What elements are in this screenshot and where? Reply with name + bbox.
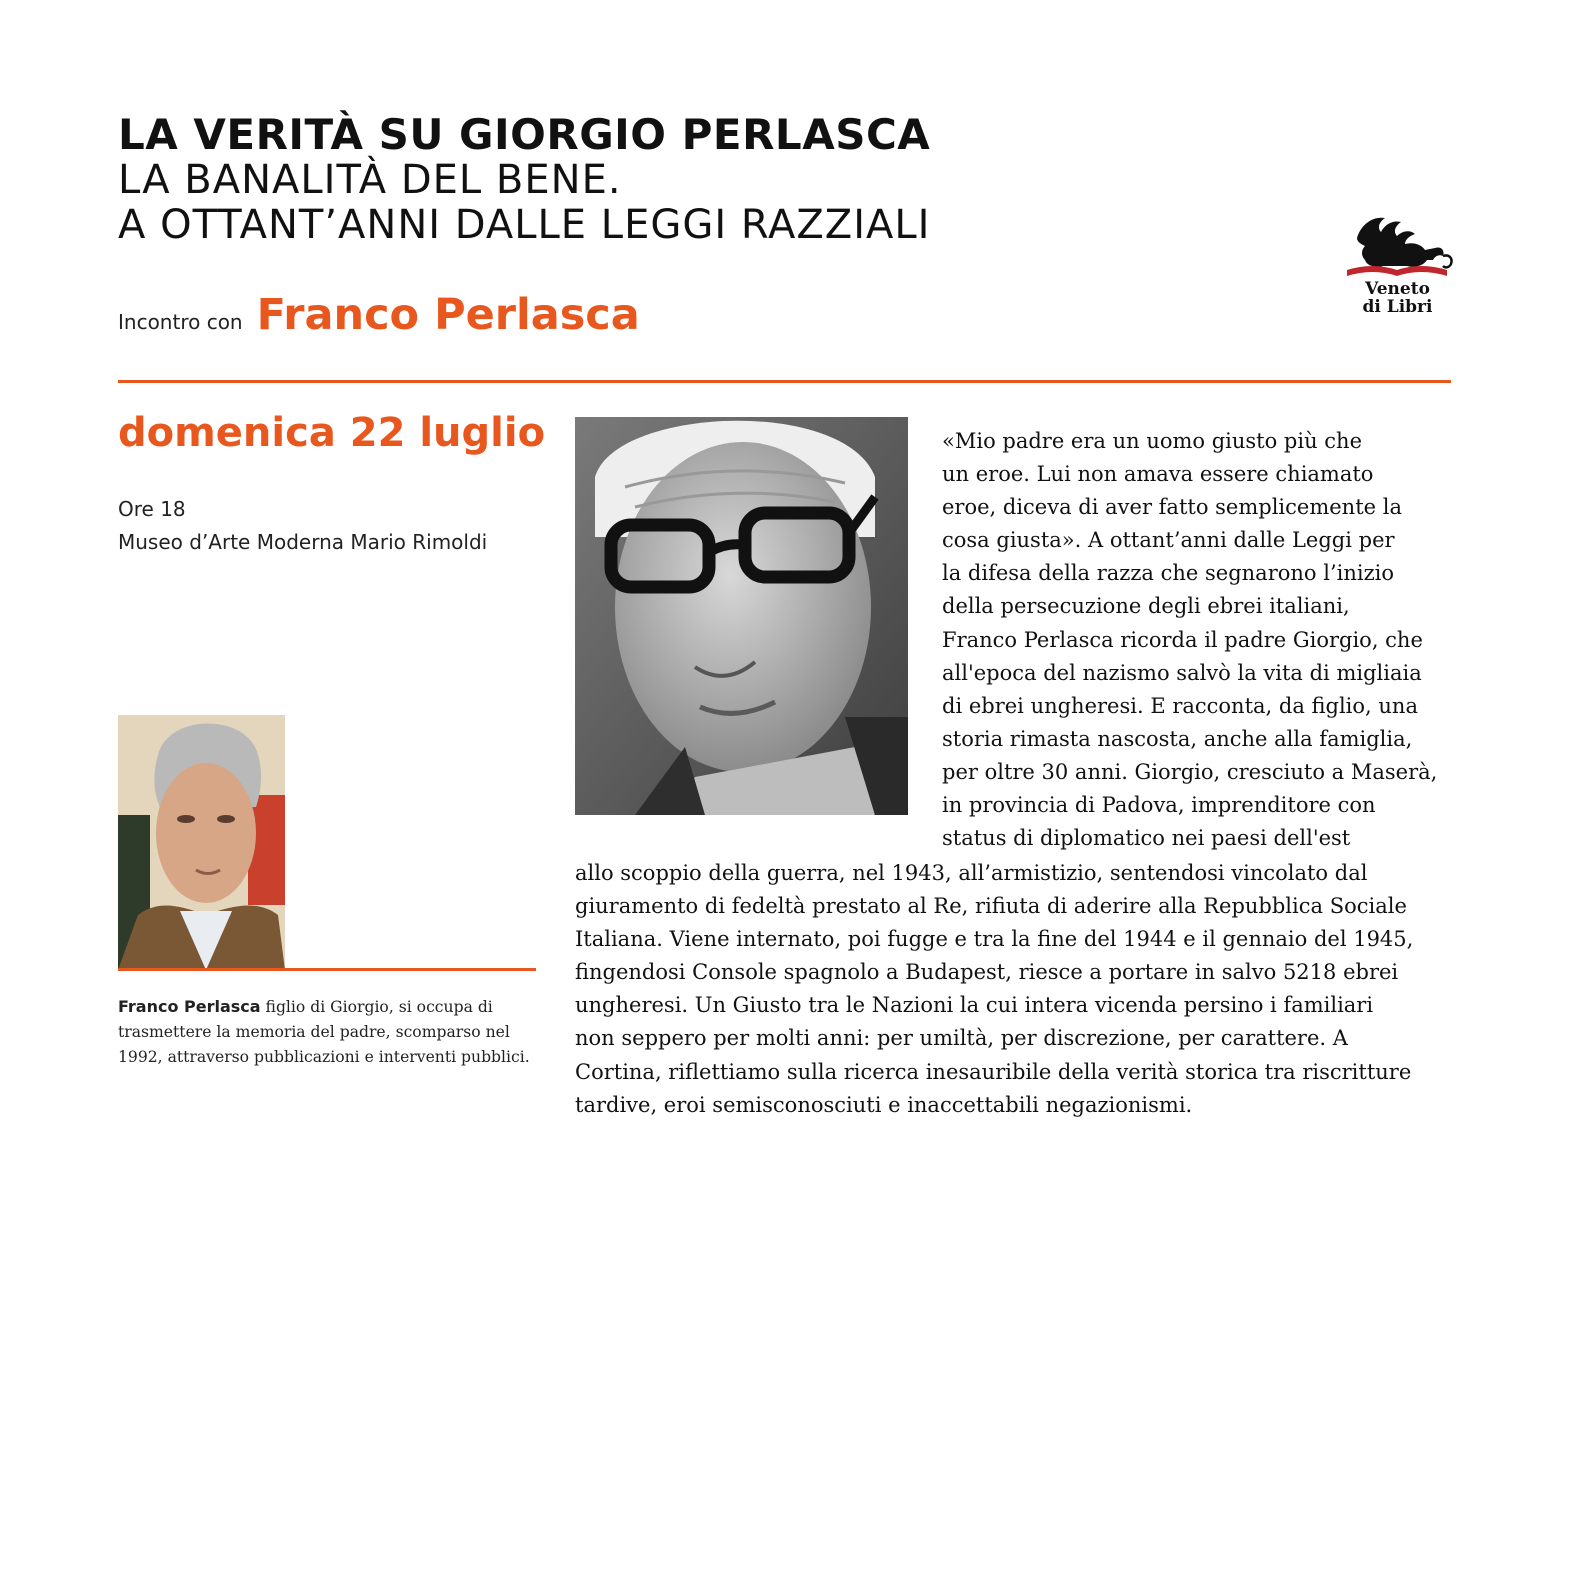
event-subtitle-line2: A OTTANT’ANNI DALLE LEGGI RAZZIALI [118,202,931,248]
body-line: di ebrei ungheresi. E racconta, da figlio, una [942,693,1418,718]
logo-text-line1: Veneto [1365,279,1430,299]
guest-bio [118,994,538,1070]
body-line: giuramento di fedeltà prestato al Re, rifiuta di aderire alla Repubblica Sociale [575,894,1407,919]
body-text-top [942,425,1462,855]
body-line: all'epoca del nazismo salvò la vita di migliaia [942,660,1422,685]
franco-perlasca-photo [118,715,285,970]
event-time: Ore 18 [118,497,186,521]
event-subtitle-line1: LA BANALITÀ DEL BENE. [118,157,622,203]
body-line: della persecuzione degli ebrei italiani, [942,594,1350,619]
event-date: domenica 22 luglio [118,410,546,456]
body-line: storia rimasta nascosta, anche alla famiglia, [942,726,1413,751]
bio-name: Franco Perlasca [118,997,261,1016]
body-line: cosa giusta». A ottant’anni dalle Leggi per [942,528,1395,553]
guest-name: Franco Perlasca [256,290,640,340]
body-line: Franco Perlasca ricorda il padre Giorgio, che [942,627,1423,652]
guest-heading [118,290,640,340]
body-line: per oltre 30 anni. Giorgio, cresciuto a Maserà, [942,759,1438,784]
body-line: Italiana. Viene internato, poi fugge e tra la fine del 1944 e il gennaio del 1945, [575,927,1414,952]
veneto-di-libri-logo [1335,210,1460,335]
body-line: la difesa della razza che segnarono l’inizio [942,561,1395,586]
body-line: in provincia di Padova, imprenditore con [942,793,1376,818]
winged-lion-icon [1339,210,1457,280]
body-line: Cortina, riflettiamo sulla ricerca inesauribile della verità storica tra riscritture [575,1059,1412,1084]
logo-text-line2: di Libri [1362,297,1433,317]
giorgio-perlasca-photo [575,417,908,815]
body-line: fingendosi Console spagnolo a Budapest, riesce a portare in salvo 5218 ebrei [575,960,1399,985]
body-line: «Mio padre era un uomo giusto più che [942,429,1363,453]
bio-divider [118,968,536,971]
body-line: allo scoppio della guerra, nel 1943, all’armistizio, sentendosi vincolato dal [575,861,1368,885]
body-line: un eroe. Lui non amava essere chiamato [942,462,1374,487]
body-line: status di diplomatico nei paesi dell'est [942,826,1351,851]
body-line: non seppero per molti anni: per umiltà, per discrezione, per carattere. A [575,1026,1348,1051]
event-title: LA VERITÀ SU GIORGIO PERLASCA [118,110,931,159]
bio-text: figlio di Giorgio, si occupa di trasmettere la memoria del padre, scomparso nel 1992, attraverso pubblicazioni e interventi pubblici. [118,998,530,1066]
body-line: ungheresi. Un Giusto tra le Nazioni la cui intera vicenda persino i familiari [575,993,1374,1018]
incontro-label: Incontro con [118,310,243,334]
body-line: tardive, eroi semisconosciuti e inaccettabili negazionismi. [575,1092,1193,1117]
body-line: eroe, diceva di aver fatto semplicemente la [942,495,1402,520]
event-venue: Museo d’Arte Moderna Mario Rimoldi [118,530,488,554]
header-divider [118,380,1451,383]
body-text-bottom [575,857,1465,1122]
